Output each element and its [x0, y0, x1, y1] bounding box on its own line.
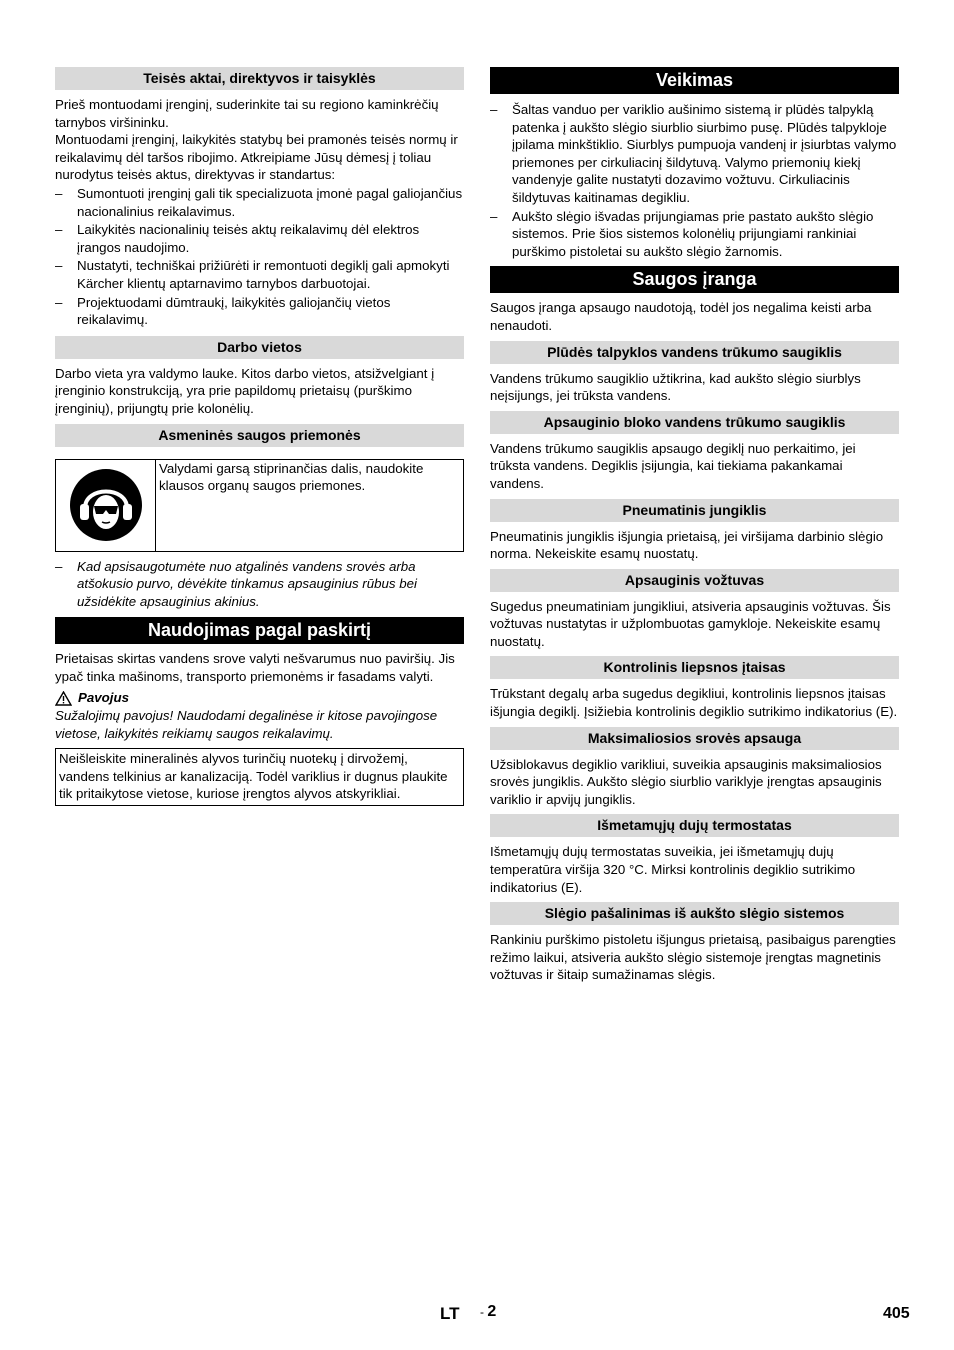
paragraph: Saugos įranga apsaugo naudotoją, todėl jos negalima keisti arba nenaudoti. — [490, 300, 872, 333]
subsection-heading: Išmetamųjų dujų termostatas — [490, 814, 899, 837]
list-item: – Projektuodami dūmtraukį, laikykitės galiojančių vietos reikalavimų. — [55, 294, 464, 329]
section-heading-regulations: Teisės aktai, direktyvos ir taisyklės — [55, 67, 464, 90]
subsection-heading: Pneumatinis jungiklis — [490, 499, 899, 522]
page-sub: - 2 — [480, 1303, 497, 1320]
warning-triangle-icon — [55, 691, 72, 706]
environment-note-box: Neišleiskite mineralinės alyvos turinčių nuotekų į dirvožemį, vandens telkinius ar kanalizaciją. Todėl variklius ir dugnus plaukite tik pritaikytose vietose, kuriose įrengtos alyvos atskyrikliai. — [55, 748, 464, 806]
list-item: – Nustatyti, techniškai prižiūrėti ir remontuoti degiklį gali apmokyti Kärcher klientų aptarnavimo tarnybos darbuotojai. — [55, 257, 464, 292]
paragraph: Vandens trūkumo saugiklio užtikrina, kad aukšto slėgio siurblys neįsijungs, jei trūksta vandens. — [490, 370, 861, 404]
danger-text: Sužalojimų pavojus! Naudodami degalinėse ir kitose pavojingose vietose, laikykitės reikiamų saugos reikalavimų. — [55, 708, 438, 741]
hearing-eye-protection-icon — [69, 468, 143, 542]
subsection-heading: Kontrolinis liepsnos įtaisas — [490, 656, 899, 679]
language-code: LT — [440, 1304, 460, 1323]
list-item: – Sumontuoti įrenginį gali tik specializuota įmonė pagal galiojančius nacionalinius reikalavimus. — [55, 185, 464, 220]
list-item: – Šaltas vanduo per variklio aušinimo sistemą ir plūdės talpyklą patenka į aukšto slėgio siurblio siurbimo pusę. Plūdės talpykloje įpilama minkštiklio. Siurblys pumpuoja vandenį ir įsiurbtas valymo priemones per cirkuliacinį šildytuvą. Valymo priemonių kiekį vandenyje galite nustatyti dozavimo vožtuvu. Cirkuliacinis šildytuvas kaitinamas degikliu. — [490, 101, 899, 207]
ppe-text: Valydami garsą stiprinančias dalis, naudokite klausos organų saugos priemones. — [159, 460, 424, 494]
ppe-list — [55, 558, 464, 611]
paragraph: Darbo vieta yra valdymo lauke. Kitos darbo vietos, atsižvelgiant į įrenginio konstrukciją, yra prie papildomų prietaisų (purškimo įrenginių), prijungtų prie kolonėlių. — [55, 365, 435, 416]
page-number: 405 — [883, 1305, 910, 1322]
paragraph: Trūkstant degalų arba sugedus degikliui, kontrolinis liepsnos įtaisas išjungia degiklį. Įsižiebia kontrolinis degiklio sutrikimo indikatorius (E). — [490, 686, 898, 720]
paragraph: Išmetamųjų dujų termostatas suveikia, jei išmetamųjų dujų temperatūra viršija 320 °C. Mirksi kontrolinis degiklio sutrikimo indikatorius (E). — [490, 844, 856, 895]
ppe-icon-cell — [56, 460, 156, 551]
subsection-heading: Apsauginio bloko vandens trūkumo saugiklis — [490, 411, 899, 434]
paragraph: Montuodami įrenginį, laikykitės statybų bei pramonės teisės normų ir reikalavimų dėl taršos ribojimo. Atkreipiame Jūsų dėmesį į toliau nurodytus teisės aktus, direktyvas ir standartus: — [55, 132, 458, 183]
danger-label-row — [55, 689, 464, 707]
operation-list — [490, 101, 899, 260]
section-heading-operation: Veikimas — [490, 67, 899, 94]
page-sub-prefix — [480, 1303, 496, 1322]
list-item: – Kad apsisaugotumėte nuo atgalinės vandens srovės arba atšokusio purvo, dėvėkite tinkamus apsauginius rūbus bei užsidėkite apsauginius akinius. — [55, 558, 464, 611]
ppe-table — [55, 459, 464, 552]
regulations-list — [55, 185, 464, 329]
section-heading-workplaces: Darbo vietos — [55, 336, 464, 359]
subsection-heading: Plūdės talpyklos vandens trūkumo saugiklis — [490, 341, 899, 364]
section-heading-intended-use: Naudojimas pagal paskirtį — [55, 617, 464, 644]
paragraph: Prietaisas skirtas vandens srove valyti nešvarumus nuo paviršių. Jis ypač tinka mašinoms, transporto priemonėms ir fasadams valyti. — [55, 651, 455, 684]
paragraph: Sugedus pneumatiniam jungikliui, atsiveria apsauginis vožtuvas. Šis vožtuvas nustatytas ir užplombuotas gamykloje. Nekeiskite esamų nuostatų. — [490, 598, 891, 649]
list-item: – Laikykitės nacionalinių teisės aktų reikalavimų dėl elektros įrangos naudojimo. — [55, 221, 464, 256]
paragraph: Rankiniu purškimo pistoletu išjungus prietaisą, pasibaigus parengties režimo laikui, atsiveria aukšto slėgio sistemoje įrengtas magnetinis vožtuvas ir šitaip sumažinamas slėgis. — [490, 932, 896, 983]
left-column — [55, 67, 464, 806]
subsection-heading: Apsauginis vožtuvas — [490, 569, 899, 592]
subsection-heading: Slėgio pašalinimas iš aukšto slėgio sistemos — [490, 902, 899, 925]
paragraph: Prieš montuodami įrenginį, suderinkite tai su regiono kaminkrėčių tarnybos viršininku. — [55, 97, 439, 130]
paragraph: Vandens trūkumo saugiklis apsaugo degiklį nuo perkaitimo, jei trūksta vandens. Degiklis įsijungia, kai tiekiama pakankamai vandens. — [490, 440, 856, 491]
paragraph: Pneumatinis jungiklis išjungia prietaisą, jei viršijama darbinio slėgio norma. Nekeiskite esamų nuostatų. — [490, 528, 884, 562]
section-heading-ppe: Asmeninės saugos priemonės — [55, 424, 464, 447]
section-heading-safety-equipment: Saugos įranga — [490, 266, 899, 293]
paragraph: Užsiblokavus degiklio varikliui, suveikia apsauginis maksimaliosios srovės jungiklis. Aukšto slėgio siurblio variklyje įrengtas apsauginis variklio ir apvijų jungiklis. — [490, 756, 882, 807]
list-item: – Aukšto slėgio išvadas prijungiamas prie pastato aukšto slėgio sistemos. Prie šios sistemos kolonėlių prijungiami rankiniai purškimo pistoletai su aukšto slėgio žarnomis. — [490, 208, 899, 261]
subsection-heading: Maksimaliosios srovės apsauga — [490, 727, 899, 750]
right-column — [490, 67, 899, 984]
danger-label: Pavojus — [78, 690, 129, 706]
